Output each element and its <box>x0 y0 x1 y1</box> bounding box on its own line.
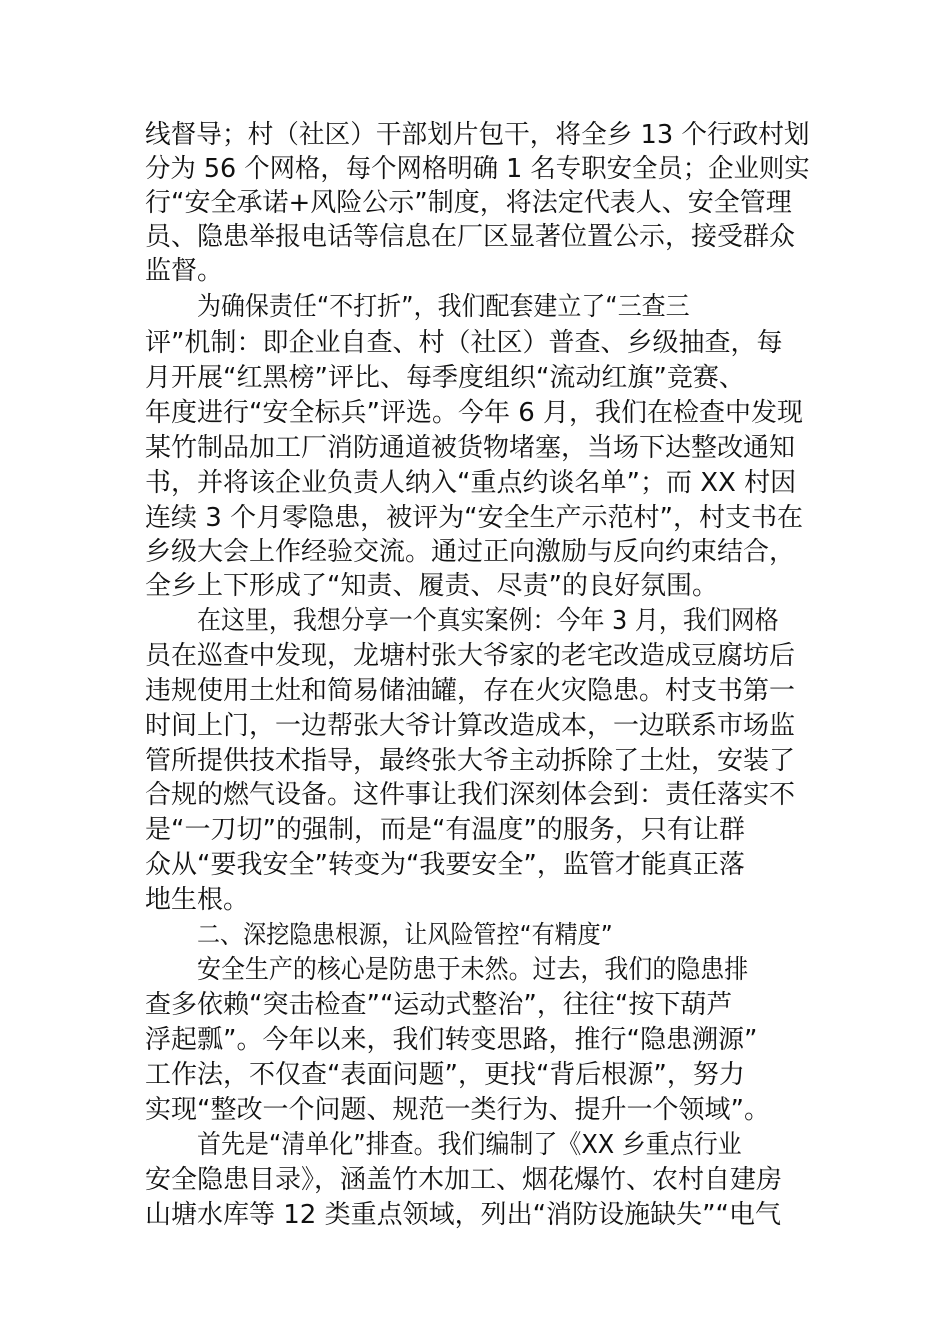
text-line: 众从“要我安全”转变为“我要安全”，监管才能真正落 <box>145 850 745 880</box>
text-line: 合规的燃气设备。这件事让我们深刻体会到：责任落实不 <box>145 780 796 810</box>
text-line: 时间上门，一边帮张大爷计算改造成本，一边联系市场监 <box>145 711 796 741</box>
section-heading: 二、深挖隐患根源，让风险管控“有精度” <box>197 920 613 949</box>
text-line: 监督。 <box>145 256 224 286</box>
paragraph-first-line: 安全生产的核心是防患于未然。过去，我们的隐患排 <box>197 955 749 985</box>
text-line: 地生根。 <box>145 885 250 915</box>
text-line: 月开展“红黑榜”评比、每季度组织“流动红旗”竞赛、 <box>145 363 745 393</box>
paragraph-first-line: 首先是“清单化”排查。我们编制了《XX 乡重点行业 <box>197 1130 742 1160</box>
text-line: 浮起瓢”。今年以来，我们转变思路，推行“隐患溯源” <box>145 1025 758 1055</box>
text-line: 分为 56 个网格，每个网格明确 1 名专职安全员；企业则实 <box>145 154 810 184</box>
text-line: 安全隐患目录》，涵盖竹木加工、烟花爆竹、农村自建房 <box>145 1165 783 1195</box>
text-line: 评”机制：即企业自查、村（社区）普查、乡级抽查，每 <box>145 328 783 358</box>
text-line: 线督导；村（社区）干部划片包干，将全乡 13 个行政村划 <box>145 120 810 150</box>
text-line: 查多依赖“突击检查”“运动式整治”，往往“按下葫芦 <box>145 990 733 1020</box>
text-line: 年度进行“安全标兵”评选。今年 6 月，我们在检查中发现 <box>145 398 804 428</box>
text-line: 书，并将该企业负责人纳入“重点约谈名单”；而 XX 村因 <box>145 468 797 498</box>
paragraph-first-line: 在这里，我想分享一个真实案例：今年 3 月，我们网格 <box>197 606 779 636</box>
text-line: 员在巡查中发现，龙塘村张大爷家的老宅改造成豆腐坊后 <box>145 641 796 671</box>
paragraph-first-line: 为确保责任“不打折”，我们配套建立了“三查三 <box>197 292 690 322</box>
text-line: 工作法，不仅查“表面问题”，更找“背后根源”，努力 <box>145 1060 745 1090</box>
text-line: 乡级大会上作经验交流。通过正向激励与反向约束结合， <box>145 537 796 567</box>
text-line: 某竹制品加工厂消防通道被货物堵塞，当场下达整改通知 <box>145 433 796 463</box>
text-line: 实现“整改一个问题、规范一类行为、提升一个领域”。 <box>145 1095 770 1125</box>
text-line: 连续 3 个月零隐患，被评为“安全生产示范村”，村支书在 <box>145 503 804 533</box>
text-line: 全乡上下形成了“知责、履责、尽责”的良好氛围。 <box>145 571 718 601</box>
text-line: 是“一刀切”的强制，而是“有温度”的服务，只有让群 <box>145 815 745 845</box>
text-line: 违规使用土灶和简易储油罐，存在火灾隐患。村支书第一 <box>145 676 796 706</box>
text-line: 山塘水库等 12 类重点领域，列出“消防设施缺失”“电气 <box>145 1200 782 1230</box>
text-line: 管所提供技术指导，最终张大爷主动拆除了土灶，安装了 <box>145 746 796 776</box>
text-line: 行“安全承诺+风险公示”制度，将法定代表人、安全管理 <box>145 188 792 218</box>
text-line: 员、隐患举报电话等信息在厂区显著位置公示，接受群众 <box>145 222 796 252</box>
